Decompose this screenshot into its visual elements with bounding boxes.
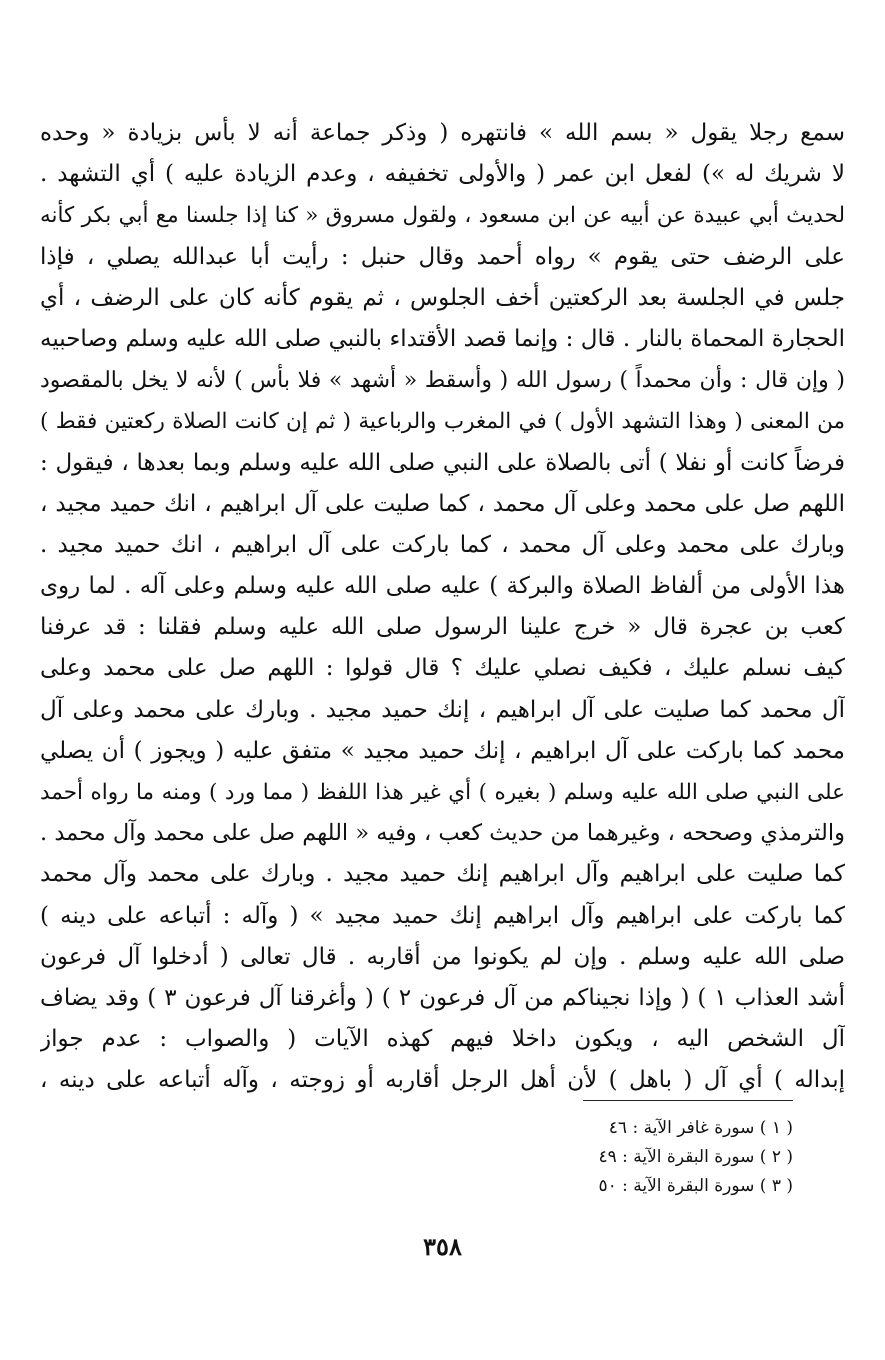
text-line: إبداله ) أي آل ( باهل ) لأن أهل الرجل أقاربه أو زوجته ، وآله أتباعه على دينه ، [40, 1067, 845, 1094]
text-line: هذا الأولى من ألفاظ الصلاة والبركة ) عليه صلى الله عليه وسلم وعلى آله . لما روى [40, 573, 845, 600]
text-line: الحجارة المحماة بالنار . قال : وإنما قصد الأقتداء بالنبي صلى الله عليه وسلم وصاحبيه [40, 325, 845, 352]
text-line: لا شريك له ») لفعل ابن عمر ( والأولى تخفيفه ، وعدم الزيادة عليه ) أي التشهد . [40, 161, 845, 188]
text-line: صلى الله عليه وسلم . وإن لم يكونوا من أقاربه . قال تعالى ( أدخلوا آل فرعون [40, 943, 845, 970]
text-line: كعب بن عجرة قال « خرج علينا الرسول صلى الله عليه وسلم فقلنا : قد عرفنا [40, 614, 845, 641]
footnote: ( ١ ) سورة غافر الآية : ٤٦ [608, 1118, 793, 1138]
text-line: فرضاً كانت أو نفلا ) أتى بالصلاة على النبي صلى الله عليه وسلم وبما بعدها ، فيقول : [40, 449, 845, 476]
footnote: ( ٣ ) سورة البقرة الآية : ٥٠ [598, 1176, 793, 1196]
body-text [40, 113, 845, 1102]
text-line: آل محمد كما صليت على آل ابراهيم ، إنك حميد مجيد . وبارك على محمد وعلى آل [40, 696, 845, 723]
text-line: والترمذي وصححه ، وغيرهما من حديث كعب ، وفيه « اللهم صل على محمد وآل محمد . [40, 820, 845, 847]
footnote: ( ٢ ) سورة البقرة الآية : ٤٩ [598, 1147, 793, 1167]
text-line: محمد كما باركت على آل ابراهيم ، إنك حميد مجيد » متفق عليه ( ويجوز ) أن يصلي [40, 737, 845, 764]
text-line: وبارك على محمد وعلى آل محمد ، كما باركت على آل ابراهيم ، انك حميد مجيد . [40, 531, 845, 558]
text-line: ( وإن قال : وأن محمداً ) رسول الله ( وأسقط « أشهد » فلا بأس ) لأنه لا يخل بالمقصود [40, 368, 845, 394]
text-line: أشد العذاب ١ ) ( وإذا نجيناكم من آل فرعون ٢ ) ( وأغرقنا آل فرعون ٣ ) وقد يضاف [40, 984, 845, 1011]
text-line: على الرضف حتى يقوم » رواه أحمد وقال حنبل : رأيت أبا عبدالله يصلي ، فإذا [40, 243, 845, 270]
text-line: سمع رجلا يقول « بسم الله » فانتهره ( وذكر جماعة أنه لا بأس بزيادة « وحده [40, 120, 845, 146]
text-line: كما باركت على ابراهيم وآل ابراهيم إنك حميد مجيد » ( وآله : أتباعه على دينه ) [40, 902, 845, 929]
footnote-separator [583, 1100, 793, 1101]
text-line: جلس في الجلسة بعد الركعتين أخف الجلوس ، ثم يقوم كأنه كان على الرضف ، أي [40, 284, 845, 311]
page-number: ٣٥٨ [423, 1232, 462, 1261]
text-line: من المعنى ( وهذا التشهد الأول ) في المغرب والرباعية ( ثم إن كانت الصلاة ركعتين فقط ) [40, 409, 845, 435]
text-line: كيف نسلم عليك ، فكيف نصلي عليك ؟ قال قولوا : اللهم صل على محمد وعلى [40, 655, 845, 682]
text-line: آل الشخص اليه ، ويكون داخلا فيهم كهذه الآيات ( والصواب : عدم جواز [40, 1026, 845, 1053]
footnotes [473, 1114, 793, 1201]
text-line: على النبي صلى الله عليه وسلم ( بغيره ) أي غير هذا اللفظ ( مما ورد ) ومنه ما رواه أحمد [40, 780, 845, 805]
text-line: اللهم صل على محمد وعلى آل محمد ، كما صليت على آل ابراهيم ، انك حميد مجيد ، [40, 490, 845, 517]
text-line: كما صليت على ابراهيم وآل ابراهيم إنك حميد مجيد . وبارك على محمد وآل محمد [40, 861, 845, 888]
text-line: لحديث أبي عبيدة عن أبيه عن ابن مسعود ، ولقول مسروق « كنا إذا جلسنا مع أبي بكر كأنه [40, 203, 845, 229]
